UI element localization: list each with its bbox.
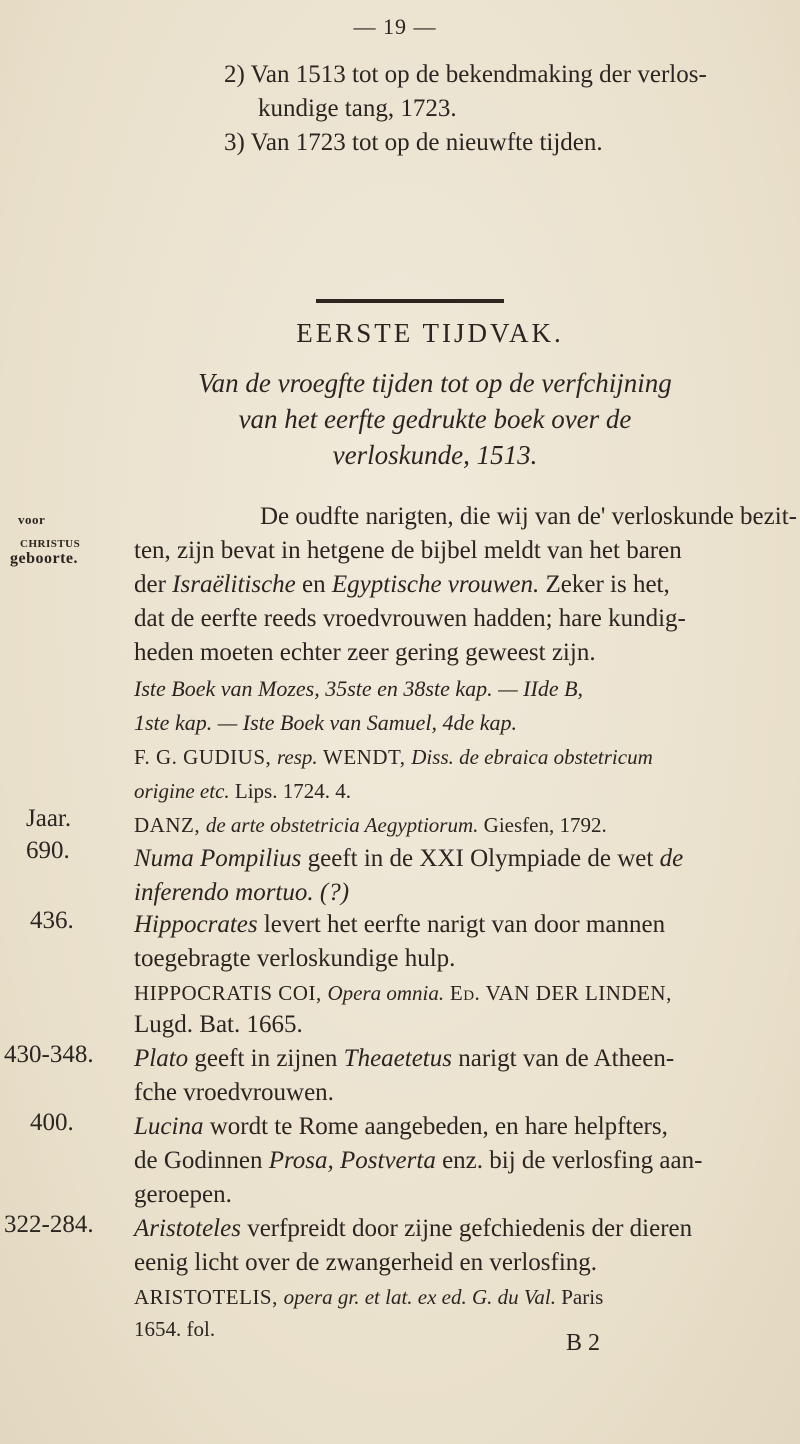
- text-line-2: ten, zijn bevat in hetgene de bijbel meldt van het baren: [134, 537, 682, 564]
- text-line-15: HIPPOCRATIS COI, Opera omnia. Ed. VAN DER LINDEN,: [134, 981, 672, 1005]
- text-line-8: F. G. GUDIUS, resp. WENDT, Diss. de ebraica obstetricum: [134, 745, 653, 769]
- margin-voor: voor: [18, 512, 46, 527]
- margin-christus: CHRISTUS: [20, 538, 81, 550]
- signature-mark: B 2: [566, 1330, 601, 1356]
- intro-line-3: 3) Van 1723 tot op de nieuwfte tijden.: [224, 129, 603, 156]
- margin-year-430: 430-348.: [4, 1041, 94, 1068]
- text-line-10: DANZ, de arte obstetricia Aegyptiorum. Giesfen, 1792.: [134, 813, 607, 837]
- margin-geboorte: geboorte.: [10, 550, 79, 567]
- text-line-16: Lugd. Bat. 1665.: [134, 1011, 303, 1038]
- text-line-5: heden moeten echter zeer gering geweest zijn.: [134, 639, 596, 666]
- intro-line-1: 2) Van 1513 tot op de bekendmaking der verlos-: [224, 61, 707, 88]
- subtitle-line-2: van het eerfte gedrukte boek over de: [238, 404, 632, 434]
- text-line-4: dat de eerfte reeds vroedvrouwen hadden; hare kundig-: [134, 605, 686, 632]
- text-line-12: inferendo mortuo. (?): [134, 879, 350, 906]
- page-number: — 19 —: [353, 14, 437, 39]
- margin-year-322: 322-284.: [4, 1211, 94, 1238]
- text-line-1: De oudfte narigten, die wij van de' verloskunde bezit-: [260, 503, 797, 530]
- margin-year-400: 400.: [30, 1109, 74, 1136]
- text-line-13: Hippocrates levert het eerfte narigt van door mannen: [134, 911, 666, 938]
- text-line-9: origine etc. Lips. 1724. 4.: [134, 779, 351, 803]
- subtitle-line-1: Van de vroegfte tijden tot op de verfchijning: [198, 368, 672, 398]
- margin-jaar: Jaar.: [26, 805, 72, 832]
- subtitle-line-3: verloskunde, 1513.: [332, 440, 538, 470]
- text-line-14: toegebragte verloskundige hulp.: [134, 945, 456, 972]
- intro-line-2: kundige tang, 1723.: [258, 95, 457, 122]
- text-line-20: de Godinnen Prosa, Postverta enz. bij de verlosfing aan-: [134, 1147, 703, 1174]
- margin-year-436: 436.: [30, 907, 74, 934]
- text-line-6: Iste Boek van Mozes, 35ste en 38ste kap. — IIde B,: [134, 676, 584, 701]
- text-line-3: der Israëlitische en Egyptische vrouwen. Zeker is het,: [134, 571, 670, 598]
- margin-year-690: 690.: [26, 837, 70, 864]
- text-line-22: Aristoteles verfpreidt door zijne gefchiedenis der dieren: [134, 1215, 693, 1242]
- text-line-18: fche vroedvrouwen.: [134, 1079, 334, 1106]
- text-line-23: eenig licht over de zwangerheid en verlosfing.: [134, 1249, 598, 1276]
- text-line-17: Plato geeft in zijnen Theaetetus narigt van de Atheen-: [134, 1045, 675, 1072]
- section-title: EERSTE TIJDVAK.: [296, 318, 564, 348]
- text-line-24: ARISTOTELIS, opera gr. et lat. ex ed. G. du Val. Paris: [134, 1285, 604, 1309]
- text-line-11: Numa Pompilius geeft in de XXI Olympiade de wet de: [134, 845, 684, 872]
- text-line-21: geroepen.: [134, 1181, 232, 1208]
- text-line-19: Lucina wordt te Rome aangebeden, en hare helpfters,: [134, 1113, 668, 1140]
- text-line-25: 1654. fol.: [134, 1317, 216, 1341]
- section-rule: [316, 299, 504, 303]
- text-line-7: 1ste kap. — Iste Boek van Samuel, 4de kap.: [134, 710, 518, 735]
